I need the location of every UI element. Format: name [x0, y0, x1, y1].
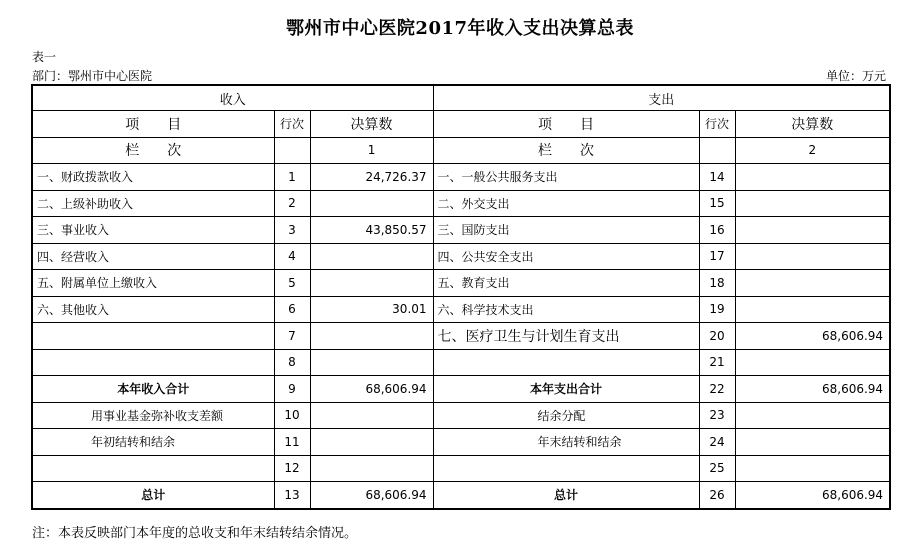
col-number-right: 2 — [735, 137, 890, 164]
income-amount: 43,850.57 — [310, 217, 433, 244]
col-number-label-left: 栏 次 — [32, 137, 274, 164]
expense-subtotal-label: 本年支出合计 — [433, 376, 699, 403]
col-header-amount-left: 决算数 — [310, 111, 433, 138]
expense-row-no: 22 — [699, 376, 735, 403]
col-number-left: 1 — [310, 137, 433, 164]
expense-header: 支出 — [433, 85, 890, 111]
page-title: 鄂州市中心医院2017年收入支出决算总表 — [285, 18, 635, 39]
unit-label: 单位：万元 — [825, 69, 886, 83]
income-row-no: 5 — [274, 270, 310, 297]
column-number-row — [32, 137, 890, 164]
income-item — [32, 323, 274, 350]
income-item — [32, 455, 274, 482]
table-row — [32, 349, 890, 376]
table-row — [32, 190, 890, 217]
expense-item: 二、外交支出 — [433, 190, 699, 217]
income-item: 一、财政拨款收入 — [32, 164, 274, 191]
section-header-row — [32, 85, 890, 111]
income-amount: 30.01 — [310, 296, 433, 323]
col-header-item-right: 项 目 — [433, 111, 699, 138]
expense-row-no: 17 — [699, 243, 735, 270]
expense-row-no: 19 — [699, 296, 735, 323]
income-item — [32, 349, 274, 376]
expense-amount — [735, 349, 890, 376]
table-row — [32, 164, 890, 191]
expense-amount — [735, 164, 890, 191]
expense-amount — [735, 429, 890, 456]
income-item: 五、附属单位上缴收入 — [32, 270, 274, 297]
expense-amount — [735, 270, 890, 297]
total-row — [32, 482, 890, 509]
col-header-row-right: 行次 — [699, 111, 735, 138]
expense-item: 七、医疗卫生与计划生育支出 — [433, 323, 699, 350]
col-number-empty-right — [699, 137, 735, 164]
income-row-no: 11 — [274, 429, 310, 456]
income-item: 二、上级补助收入 — [32, 190, 274, 217]
income-subtotal-label: 本年收入合计 — [32, 376, 274, 403]
income-row-no: 12 — [274, 455, 310, 482]
expense-row-no: 21 — [699, 349, 735, 376]
expense-total-label: 总计 — [433, 482, 699, 509]
expense-amount — [735, 402, 890, 429]
expense-item: 年末结转和结余 — [433, 429, 699, 456]
expense-row-no: 25 — [699, 455, 735, 482]
income-amount — [310, 402, 433, 429]
income-header: 收入 — [32, 85, 433, 111]
table-row — [32, 270, 890, 297]
expense-item: 一、一般公共服务支出 — [433, 164, 699, 191]
table-row — [32, 217, 890, 244]
expense-amount — [735, 455, 890, 482]
income-total-amount: 68,606.94 — [310, 482, 433, 509]
department-label: 部门：鄂州市中心医院 — [32, 69, 153, 83]
income-row-no: 8 — [274, 349, 310, 376]
col-header-amount-right: 决算数 — [735, 111, 890, 138]
expense-row-no: 24 — [699, 429, 735, 456]
col-number-label-right: 栏 次 — [433, 137, 699, 164]
income-item: 六、其他收入 — [32, 296, 274, 323]
income-amount — [310, 243, 433, 270]
expense-total-amount: 68,606.94 — [735, 482, 890, 509]
expense-subtotal-amount: 68,606.94 — [735, 376, 890, 403]
income-total-label: 总计 — [32, 482, 274, 509]
table-row — [32, 323, 890, 350]
table-row — [32, 402, 890, 429]
expense-row-no: 14 — [699, 164, 735, 191]
expense-item: 结余分配 — [433, 402, 699, 429]
expense-row-no: 16 — [699, 217, 735, 244]
income-amount — [310, 429, 433, 456]
expense-amount: 68,606.94 — [735, 323, 890, 350]
column-header-row — [32, 111, 890, 138]
col-header-row-left: 行次 — [274, 111, 310, 138]
income-row-no: 4 — [274, 243, 310, 270]
expense-item: 三、国防支出 — [433, 217, 699, 244]
income-item: 三、事业收入 — [32, 217, 274, 244]
income-row-no: 10 — [274, 402, 310, 429]
income-amount — [310, 349, 433, 376]
expense-item: 五、教育支出 — [433, 270, 699, 297]
income-amount: 24,726.37 — [310, 164, 433, 191]
expense-row-no: 20 — [699, 323, 735, 350]
expense-row-no: 26 — [699, 482, 735, 509]
income-item: 年初结转和结余 — [32, 429, 274, 456]
form-number: 表一 — [32, 50, 57, 64]
income-row-no: 2 — [274, 190, 310, 217]
income-item: 四、经营收入 — [32, 243, 274, 270]
expense-row-no: 23 — [699, 402, 735, 429]
expense-row-no: 18 — [699, 270, 735, 297]
budget-table — [31, 84, 891, 510]
expense-amount — [735, 190, 890, 217]
table-row — [32, 429, 890, 456]
income-amount — [310, 323, 433, 350]
footnote: 注：本表反映部门本年度的总收支和年末结转结余情况。 — [32, 526, 358, 541]
table-row — [32, 243, 890, 270]
income-item: 用事业基金弥补收支差额 — [32, 402, 274, 429]
expense-amount — [735, 243, 890, 270]
income-row-no: 3 — [274, 217, 310, 244]
income-amount — [310, 190, 433, 217]
col-header-item-left: 项 目 — [32, 111, 274, 138]
income-row-no: 9 — [274, 376, 310, 403]
expense-item: 六、科学技术支出 — [433, 296, 699, 323]
income-amount — [310, 270, 433, 297]
expense-row-no: 15 — [699, 190, 735, 217]
col-number-empty-left — [274, 137, 310, 164]
income-row-no: 13 — [274, 482, 310, 509]
table-row — [32, 455, 890, 482]
income-row-no: 6 — [274, 296, 310, 323]
expense-amount — [735, 217, 890, 244]
income-row-no: 7 — [274, 323, 310, 350]
expense-item — [433, 349, 699, 376]
expense-item: 四、公共安全支出 — [433, 243, 699, 270]
table-row — [32, 376, 890, 403]
income-row-no: 1 — [274, 164, 310, 191]
expense-item — [433, 455, 699, 482]
expense-amount — [735, 296, 890, 323]
income-subtotal-amount: 68,606.94 — [310, 376, 433, 403]
income-amount — [310, 455, 433, 482]
table-row — [32, 296, 890, 323]
